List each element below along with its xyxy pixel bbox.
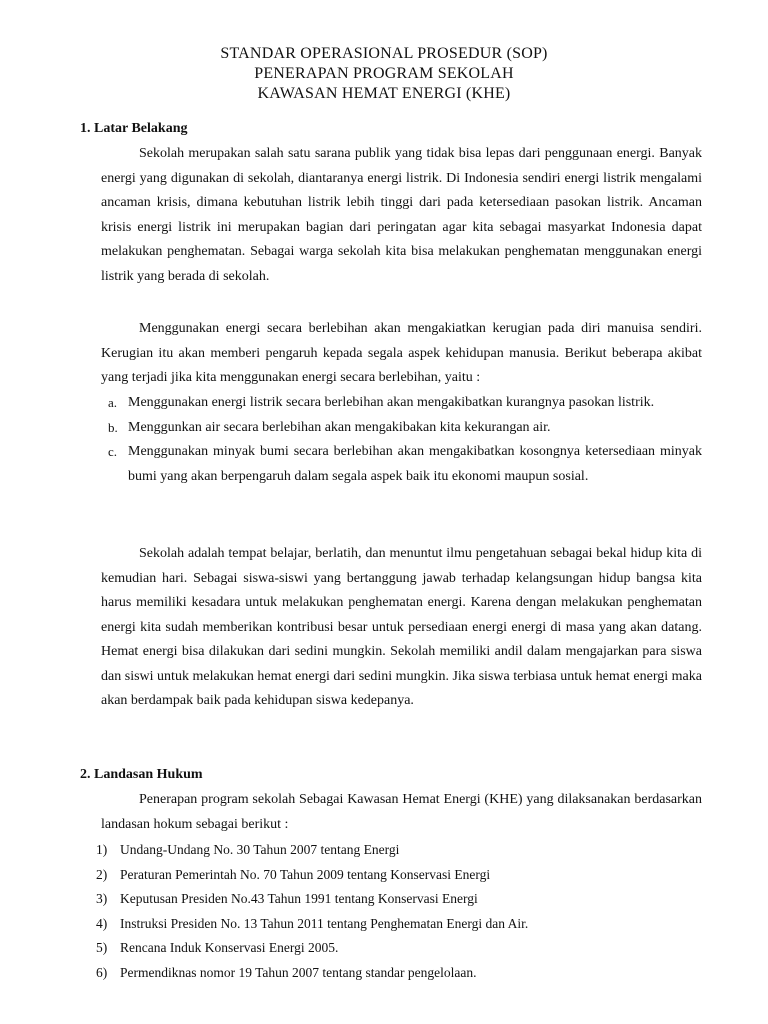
list-marker: c. [108, 444, 118, 459]
list-marker: 2) [96, 866, 108, 882]
list-item-text: Instruksi Presiden No. 13 Tahun 2011 tentang Penghematan Energi dan Air. [120, 915, 529, 931]
list-item-text: Menggunkan air secara berlebihan akan mengakibakan kita kekurangan air. [128, 419, 551, 435]
list-item-text: Permendiknas nomor 19 Tahun 2007 tentang standar pengelolaan. [120, 964, 477, 980]
list-item-text: Menggunakan minyak bumi secara berlebihan akan mengakibatkan kosongnya ketersediaan minyak bumi yang akan berpengaruh dalam segala aspek baik itu ekonomi maupun sosial. [128, 444, 702, 484]
section-heading-latar-belakang: 1. Latar Belakang [80, 121, 188, 136]
list-item [108, 440, 702, 489]
list-marker: a. [108, 395, 118, 410]
paragraph-intro: Sekolah merupakan salah satu sarana publik yang tidak bisa lepas dari penggunaan energi. Banyak energi yang digunakan di sekolah, diantaranya energi listrik. Di Indonesia sendiri energi listrik mengalami ancaman krisis, dimana kebutuhan listrik lebih tinggi dari pada ketersediaan pasokan listrik. Ancaman krisis energi listrik ini merupakan bagian dari peringatan agar kita sebagai masyarkat Indonesia dapat melakukan penghematan. Sebagai warga sekolah kita bisa melakukan penghematan menggunakan energi listrik yang berada di sekolah. [101, 146, 702, 284]
paragraph-legal-basis: Penerapan program sekolah Sebagai Kawasan Hemat Energi (KHE) yang dilaksanakan berdasarkan landasan hokum sebagai berikut : [101, 792, 702, 832]
list-item-text: Undang-Undang No. 30 Tahun 2007 tentang Energi [120, 842, 400, 857]
list-item [96, 912, 702, 937]
title-line-3: KAWASAN HEMAT ENERGI (KHE) [257, 85, 511, 102]
list-item [96, 936, 702, 961]
legal-basis-list [96, 838, 702, 985]
list-item [96, 838, 702, 863]
list-marker: 4) [96, 915, 108, 931]
list-item [96, 887, 702, 912]
list-marker: b. [108, 419, 118, 435]
list-marker: 5) [96, 940, 108, 955]
document-title [0, 44, 768, 104]
list-item-text: Peraturan Pemerintah No. 70 Tahun 2009 tentang Konservasi Energi [120, 866, 491, 882]
list-item [96, 863, 702, 888]
list-item-text: Keputusan Presiden No.43 Tahun 1991 tentang Konservasi Energi [120, 891, 478, 906]
list-marker: 6) [96, 964, 108, 980]
list-marker: 1) [96, 842, 108, 857]
list-item [108, 416, 702, 441]
list-item [108, 391, 702, 416]
list-item-text: Rencana Induk Konservasi Energi 2005. [120, 940, 339, 955]
consequence-list [108, 391, 702, 489]
title-line-2: PENERAPAN PROGRAM SEKOLAH [254, 65, 514, 82]
list-item [96, 961, 702, 986]
title-line-1: STANDAR OPERASIONAL PROSEDUR (SOP) [220, 45, 548, 62]
list-marker: 3) [96, 891, 108, 906]
paragraph-school-role: Sekolah adalah tempat belajar, berlatih, dan menuntut ilmu pengetahuan sebagai bekal hidup kita di kemudian hari. Sebagai siswa-siswi yang bertanggung jawab terhadap kelangsungan hidup bangsa kita harus memiliki kesadara untuk melakukan penghematan energi. Karena dengan melakukan penghematan energi kita sudah memberikan kontribusi besar untuk persediaan energi energi di masa yang akan datang. Hemat energi bisa dilakukan dari sedini mungkin. Sekolah memiliki andil dalam mengajarkan para siswa dan siswi untuk melakukan hemat energi dari sedini mungkin. Jika siswa terbiasa untuk hemat energi maka akan berdampak baik pada kehidupan siswa kedepanya. [101, 546, 702, 708]
list-item-text: Menggunakan energi listrik secara berlebihan akan mengakibatkan kurangnya pasokan listrik. [128, 395, 655, 410]
paragraph-excess-energy: Menggunakan energi secara berlebihan akan mengakiatkan kerugian pada diri manuisa sendiri. Kerugian itu akan memberi pengaruh kepada segala aspek kehidupan manusia. Berikut beberapa akibat yang terjadi jika kita menggunakan energi secara berlebihan, yaitu : [101, 321, 702, 385]
section-heading-landasan-hukum: 2. Landasan Hukum [80, 767, 203, 782]
